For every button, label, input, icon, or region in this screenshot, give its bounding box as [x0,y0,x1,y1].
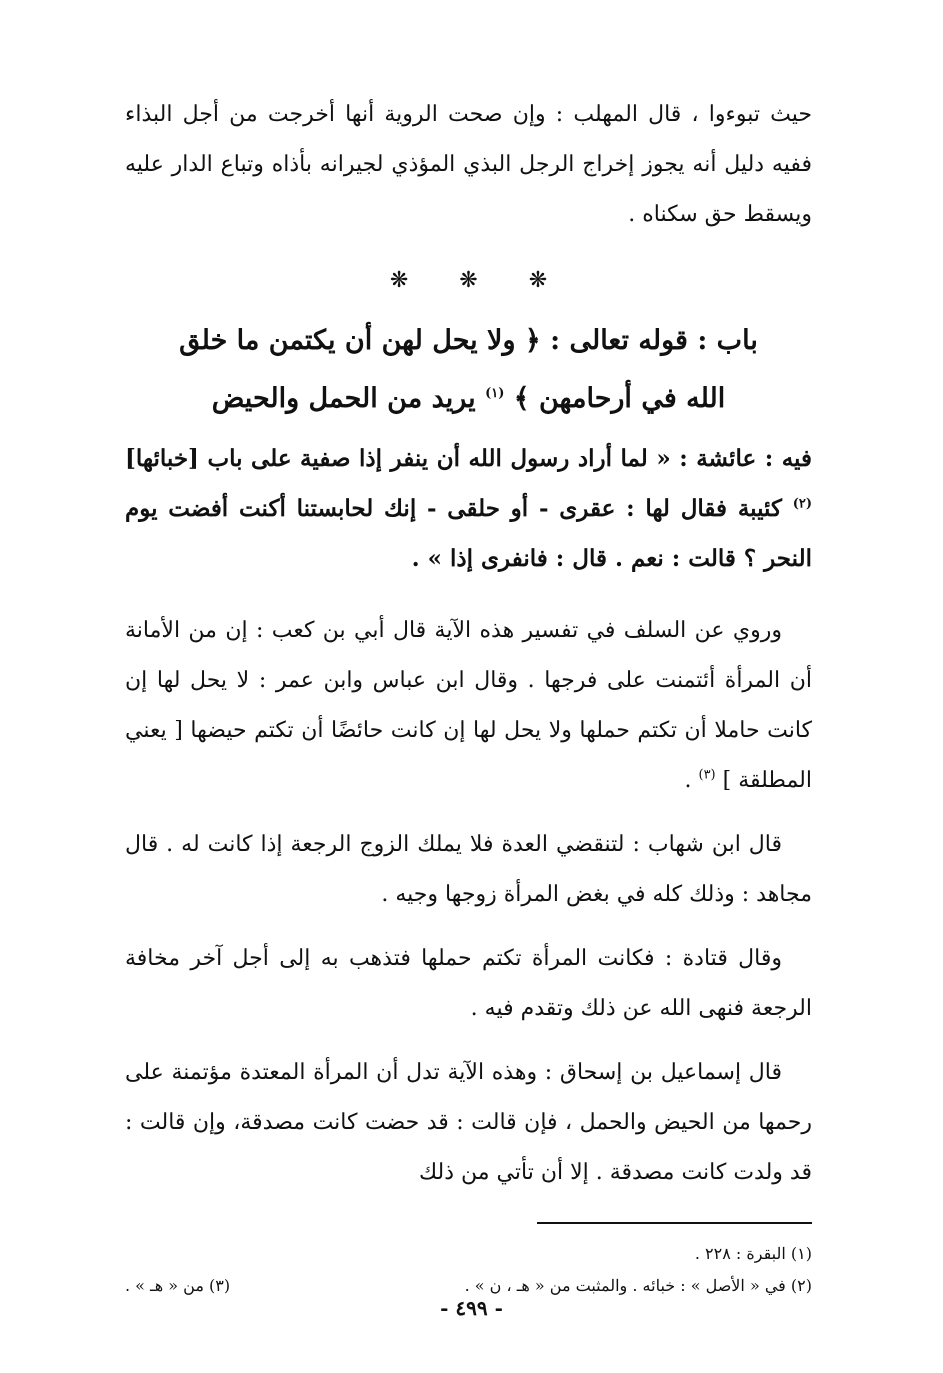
paragraph-2-text: وروي عن السلف في تفسير هذه الآية قال أبي بن كعب : إن من الأمانة أن المرأة أئتمنت على فرجها . وقال ابن عباس وابن عمر : لا يحل لها إن كانت حاملا أن تكتم حملها ولا يحل لها إن كانت حائضًا أن تكتم حيضها [ يعني المطلقة ] [125,618,812,793]
paragraph-2-end: . [684,768,692,793]
paragraph-3: قال ابن شهاب : لتنقضي العدة فلا يملك الزوج الرجعة إذا كانت له . قال مجاهد : وذلك كله في بغض المرأة زوجها وجيه . [125,832,812,907]
footnote-ref-3[interactable]: (٣) [698,767,716,783]
page-number: - ٤٩٩ - [440,1296,503,1320]
footnote-ref-2[interactable]: (٢) [792,496,812,512]
paragraph-2 [125,606,812,806]
footnotes [125,1238,812,1302]
paragraph-5: قال إسماعيل بن إسحاق : وهذه الآية تدل أن المرأة المعتدة مؤتمنة على رحمها من الحيض والحمل ، فإن قالت : قد حضت كانت مصدقة، وإن قالت : قد ولدت كانت مصدقة . إلا أن تأتي من ذلك [125,1060,812,1185]
section-separator: ❋ ❋ ❋ [389,268,548,293]
hadith-text-1: فيه : عائشة : « لما أراد رسول الله أن ينفر إذا صفية على باب [خبائها] [125,445,812,472]
chapter-heading-text-2: يريد من الحمل والحيض [211,383,476,414]
footnote-3: (٣) من « هـ » . [125,1276,231,1295]
chapter-heading [125,312,812,428]
footnote-2: (٢) في « الأصل » : خبائه . والمثبت من « هـ ، ن » . [464,1276,812,1295]
footnote-ref-1[interactable]: (١) [485,386,505,401]
chapter-heading-text: باب : قوله تعالى : ﴿ ولا يحل لهن أن يكتمن ما خلق الله في أرحامهن ﴾ [179,325,758,414]
paragraph-4: وقال قتادة : فكانت المرأة تكتم حملها فتذهب به إلى أجل آخر مخافة الرجعة فنهى الله عن ذلك وتقدم فيه . [125,946,812,1021]
page-body [125,90,812,1302]
hadith-text [125,434,812,584]
footnote-divider [537,1222,812,1224]
footnote-1: (١) البقرة : ٢٢٨ . [694,1244,812,1263]
hadith-text-2: كئيبة فقال لها : عقرى - أو حلقى - إنك لحابستنا أكنت أفضت يوم النحر ؟ قالت : نعم . قال : فانفرى إذا » . [125,495,812,572]
paragraph-1: حيث تبوءوا ، قال المهلب : وإن صحت الروية أنها أخرجت من أجل البذاء ففيه دليل أنه يجوز إخراج الرجل البذي المؤذي لجيرانه بأذاه وتباع الدار عليه ويسقط حق سكناه . [125,102,812,227]
